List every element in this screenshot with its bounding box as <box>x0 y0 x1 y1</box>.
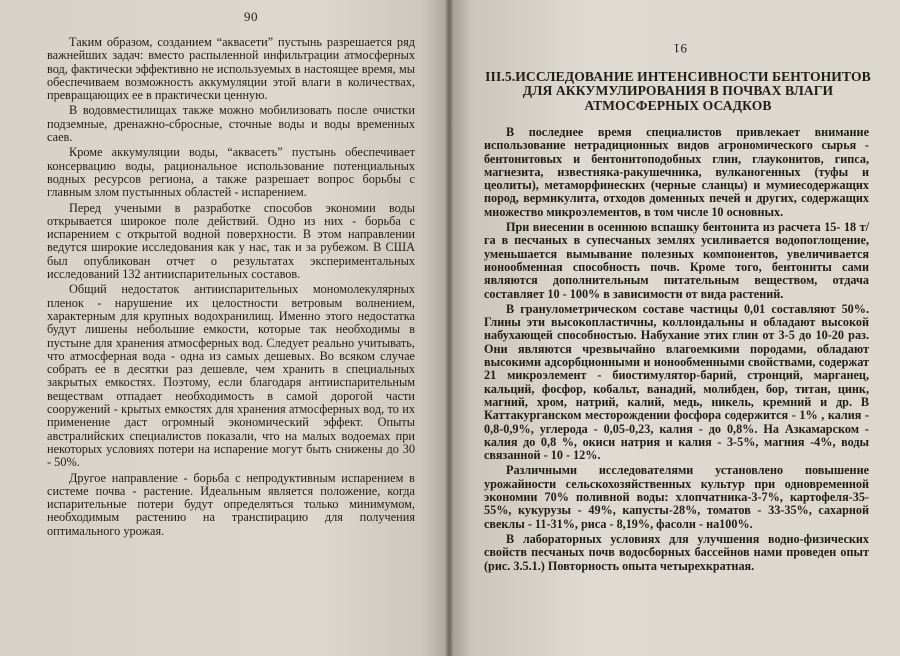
paragraph: В последнее время специалистов привлекает внимание использование нетрадиционных видов агрономического сырья - бентонитовых и бентонитоподобных глин, глауконитов, гипса, магнезита, известняка-ракушечника, вулканогенных (туфы и цеолиты), метаморфинеских (черные сланцы) и мумиесодержащих пород, вермикулита, отходов доменных печей и других, содержащих множество микроэлементов, в том числе 10 основных. <box>484 125 869 219</box>
paragraph: Различными исследователями установлено повышение урожайности сельскохозяйственных культур при одновременной экономии 70% поливной воды: хлопчатника-3-7%, картофеля-35-55%, кукурузы - 49%, капусты-28%, томатов - 33-35%, сахарной свеклы - 11-31%, риса - 8,19%, фасоли - на100%. <box>484 463 869 531</box>
paragraph: Перед учеными в разработке способов экономии воды открывается широкое поле действий. Одно из них - борьба с испарением с открытой водной поверхности. В этом направлении ведутся широкие исследования как у нас, так и за рубежом. В США был опубликован отчет о результатах экспериментальных исследований 132 антииспарительных составов. <box>47 200 415 282</box>
section-heading: III.5.ИССЛЕДОВАНИЕ ИНТЕНСИВНОСТИ БЕНТОНИТОВ ДЛЯ АККУМУЛИРОВАНИЯ В ПОЧВАХ ВЛАГИ АТМОСФЕРНЫХ ОСАДКОВ <box>485 69 871 113</box>
paragraph: В лабораторных условиях для улучшения водно-физических свойств песчаных почв водосборных бассейнов нами проведен опыт (рис. 3.5.1.) Повторность опыта четырехкратная. <box>484 531 869 573</box>
paragraph: Кроме аккумуляции воды, “аквасеть” пустынь обеспечивает консервацию воды, рациональное использование потенциальных водных ресурсов региона, а также разрешает вопрос борьбы с главным злом пустынных областей - испарением. <box>47 145 415 200</box>
paragraph: В водовместилищах также можно мобилизовать после очистки подземные, дренажно-сбросные, сточные воды и воды временных саев. <box>47 103 415 145</box>
page-number-left: 90 <box>244 9 258 24</box>
right-page-body <box>484 126 869 575</box>
left-page <box>0 0 449 656</box>
left-page-body <box>47 36 415 540</box>
paragraph: Общий недостаток антииспарительных мономолекулярных пленок - нарушение их целостности ветровым волнением, характерным для крупных водохранилищ. Именно этого недостатка будут лишены небольшие емкости, которые так необходимы в пустыне для хранения атмосферных вод. Следует реально учитывать, что атмосферная вода - одна из самых дешевых. Во всяком случае собрать ее в десятки раз дешевле, чем хранить в специальных закрытых емкостях. Поэтому, если благодаря антииспарительным веществам отпадает необходимость в самой дорогой части сооружений - крытых емкостях для хранения атмосферных вод, то их применение даст огромный экономический эффект. Опыты австралийских специалистов показали, что на малых водоемах при некоторых условиях потери на испарение могут быть снижены до 30 - 50%. <box>47 282 415 470</box>
paragraph: При внесении в осеннюю вспашку бентонита из расчета 15- 18 т/га в песчаных в супесчаных землях усиливается водопоглощение, уменьшается вымывание полезных компонентов, увеличивается ионообменная способность почв. Кроме того, бентониты сами являются дополнительным питательным веществом, отдача составляет 10 - 100% в зависимости от вида растений. <box>484 220 869 301</box>
right-page <box>449 0 900 656</box>
book-gutter <box>445 0 453 656</box>
paragraph: Таким образом, созданием “аквасети” пустынь разрешается ряд важнейших задач: вместо распыленной инфильтрации атмосферных вод, фактически эффективно не используемых в настоящее время, мы обеспечиваем возможность аккумуляции этой влаги в количествах, превращающих ее в практически ценную. <box>47 35 415 103</box>
paragraph: В гранулометрическом составе частицы 0,01 составляют 50%. Глины эти высокопластичны, коллоидальны и обладают высокой набухающей способностью. Набухание этих глин от 3-5 до 10-20 раз. Они являются чрезвычайно влагоемкими породами, обладают высокими адсорбционными и ионообменными свойствами, содержат 21 микроэлемент - биостимулятор-барий, стронций, марганец, кальций, фосфор, кобальт, ванадий, молибден, бор, титан, цинк, магний, хром, натрий, калий, медь, никель, кремний и др. В Каттакурганском месторождении фосфора содержится - 1% , калия - 0,8-0,9%, углерода - 0,05-0,23, калия - до 0,8%. На Азкамарском - калия до 0,8 %, окиси натрия и калия - 3-5%, магния -4%, воды связанной - 10 - 12%. <box>484 301 869 463</box>
page-number-right: 91 <box>673 41 687 56</box>
paragraph: Другое направление - борьба с непродуктивным испарением в системе почва - растение. Идеальным является положение, когда испарительные потери будут определяться только минимумом, необходимым растению на транспирацию для получения оптимального урожая. <box>47 470 415 538</box>
